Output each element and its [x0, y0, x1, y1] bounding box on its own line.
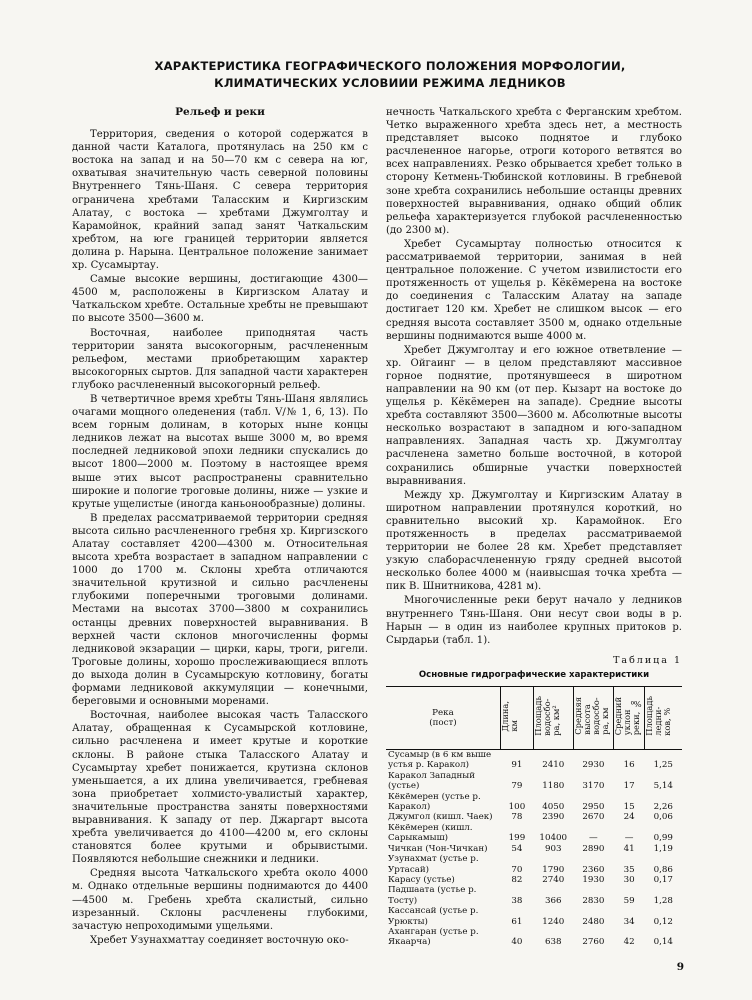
value-cell: 4050 — [542, 802, 565, 813]
value-cell: 2410 — [542, 760, 565, 771]
river-cell: Падшаата (устье р. Тосту) — [388, 885, 477, 906]
paragraph: Самые высокие вершины, достигающие 4300—4500 м, расположены в Киргизском Алатау и Чаткальском хребте. Остальные хребты не превышают по высоте 3500—3600 м. — [72, 274, 368, 325]
column-header-river: Река (пост) — [386, 687, 500, 750]
value-cell: 2830 — [582, 895, 605, 906]
table-row — [386, 854, 682, 875]
column-header-slope: Средний уклон реки, ‰ — [614, 687, 645, 750]
value-cell: 10400 — [539, 833, 568, 844]
paragraph: Хребет Узунахматтау соединяет восточную око- — [90, 934, 349, 946]
table-row — [386, 823, 682, 844]
paragraph: Территория, сведения о которой содержатся в данной части Каталога, протянулась на 250 км с востока на запад и на 50—70 км с севера на юг, охватывая значительную часть северной половины Внутреннего Тянь-Шаня. С севера территория ограничена хребтами Таласским и Киргизским Алатау, с востока — хребтами Джумголтау и Карамойнок, крайний запад занят Чаткальским хребтом, на юге границей территории является долина р. Нарына. Центральное положение занимает хр. Сусамыртау. — [72, 129, 368, 272]
column-header-mean-height: Средняя высота водосбо- ра, км — [573, 687, 614, 750]
value-cell: 0,06 — [653, 812, 673, 823]
paragraph: Средняя высота Чаткальского хребта около 4000 м. Однако отдельные вершины поднимаются до 4400—4500 м. Гребень хребта скалистый, сильно изрезанный. Склоны расчленены глубокими, зачастую непроходимыми ущельями. — [72, 868, 368, 932]
value-cell: 16 — [623, 760, 635, 771]
value-cell: 1,19 — [653, 843, 673, 854]
value-cell: 2950 — [582, 802, 605, 813]
river-cell: Джумгол (кишл. Чаек) — [388, 812, 493, 823]
paragraph: В четвертичное время хребты Тянь-Шаня являлись очагами мощного оледенения (табл. V/№ 1, 6, 13). По всем горным долинам, в которых ныне концы ледников лежат на высотах выше 3000 м, во время последней ледниковой эпохи ледники спускались до высот 1800—2000 м. Поэтому в настоящее время выше этих высот распространены сравнительно широкие и пологие троговые долины, ниже — узкие и крутые ущелистые (иногда каньонообразные) долины. — [72, 393, 368, 510]
value-cell: 38 — [511, 895, 523, 906]
value-cell: 2890 — [582, 843, 605, 854]
value-cell: 2360 — [582, 864, 605, 875]
paragraph: Многочисленные реки берут начало у ледников внутреннего Тянь-Шаня. Они несут свои воды в р. Нарын — в один из наиболее крупных притоков р. Сырдарьи (табл. 1). — [386, 595, 682, 646]
paragraph: Восточная, наиболее приподнятая часть территории занята высокогорным, расчлененным рельефом, местами приобретающим характер высокогорных сыртов. Для западной части характерен глубоко расчлененный высокогорный рельеф. — [72, 327, 368, 391]
table-row — [386, 906, 682, 927]
table-number: Таблица 1 — [613, 654, 682, 666]
value-cell: 42 — [623, 937, 635, 948]
table-row — [386, 750, 682, 771]
value-cell: 1180 — [542, 781, 565, 792]
value-cell: 78 — [511, 812, 523, 823]
section-subheading: Рельеф и реки — [175, 106, 265, 118]
title-line-2: КЛИМАТИЧЕСКИХ УСЛОВИИИ РЕЖИМА ЛЕДНИКОВ — [214, 76, 566, 90]
value-cell: 54 — [511, 843, 523, 854]
value-cell: 2480 — [582, 916, 605, 927]
value-cell: 638 — [544, 937, 562, 948]
value-cell: 79 — [511, 781, 523, 792]
paragraph: Восточная, наиболее высокая часть Таласского Алатау, обращенная к Сусамырской котловине, сильно расчленена и имеет крутые и короткие склоны. В районе стыка Таласского Алатау и Сусамыртау хребет понижается, крутизна склонов уменьшается, а их длина увеличивается, гребневая зона приобретает холмисто-увалистый характер, значительные пространства заняты поверхностями выравнивания. К западу от пер. Джаргарт высота хребта увеличивается до 4100—4200 м, его склоны становятся более крутыми и обрывистыми. Появляются небольшие снежники и ледники. — [72, 710, 368, 866]
table-row — [386, 771, 682, 792]
value-cell: 1,25 — [653, 760, 673, 771]
value-cell: 1240 — [542, 916, 565, 927]
column-header-basin-area: Площадь водосбо- ра, км² — [533, 687, 573, 750]
table-caption: Основные гидрографические характеристики — [418, 669, 650, 680]
column-header-glacier-area: Площадь ледни- ков, % — [645, 687, 682, 750]
page-number: 9 — [676, 961, 684, 973]
value-cell: 91 — [511, 760, 523, 771]
river-cell: Карасу (устье) — [388, 874, 455, 885]
value-cell: 40 — [511, 937, 523, 948]
river-cell: Чичкан (Чон-Чичкан) — [388, 843, 488, 854]
paragraph-continuation: нечность Чаткальского хребта с Ферганским хребтом. Четко выраженного хребта здесь нет, а местность представляет высоко поднятое и глубоко расчлененное нагорье, отроги которого ветвятся во всех направлениях. Резко обрывается хребет только в сторону Кетмень-Тюбинской котловины. В гребневой зоне хребта сохранились небольшие останцы древних поверхностей выравнивания, однако общий облик рельефа характеризуется глубокой расчлененностью (до 2300 м). — [386, 107, 682, 236]
river-cell: Кёкёмерен (кишл. Сарыкамыш) — [388, 822, 473, 844]
table-row — [386, 844, 682, 854]
hydrography-table — [386, 686, 682, 948]
value-cell: 0,14 — [653, 937, 673, 948]
table-row — [386, 812, 682, 822]
table-header-row — [386, 687, 682, 750]
paragraph: В пределах рассматриваемой территории средняя высота сильно расчлененного гребня хр. Киргизского Алатау составляет 4200—4300 м. Относительная высота хребта возрастает в западном направлении с 1000 до 1700 м. Склоны хребта отличаются значительной крутизной и сильно расчленены глубокими поперечными троговыми долинами. Местами на высотах 3700—3800 м сохранились останцы древних поверхностей выравнивания. В верхней части склонов многочисленны формы ледниковой экзарации — цирки, кары, троги, ригели. Троговые долины, хорошо прослеживающиеся вплоть до выхода долин в Сусамырскую котловину, богаты формами ледниковой аккумуляции — конечными, береговыми и основными моренами. — [72, 512, 368, 708]
value-cell: 100 — [508, 802, 526, 813]
paragraph: Хребет Сусамыртау полностью относится к рассматриваемой территории, занимая в ней центральное положение. С учетом извилистости его протяженность от ущелья р. Кёкёмерена на востоке до соединения с Таласским Алатау на западе достигает 120 км. Хребет не слишком высок — его средняя высота составляет 3500 м, однако отдельные вершины поднимаются выше 4000 м. — [386, 238, 682, 342]
left-column — [72, 106, 368, 948]
value-cell: 0,99 — [653, 833, 673, 844]
value-cell: 41 — [623, 843, 635, 854]
value-cell: 70 — [511, 864, 523, 875]
value-cell: 903 — [544, 843, 562, 854]
value-cell: — — [624, 833, 634, 844]
right-column — [386, 106, 682, 948]
table-row — [386, 875, 682, 885]
table-row — [386, 792, 682, 813]
article-title — [60, 58, 720, 92]
value-cell: 0,17 — [653, 874, 673, 885]
value-cell: 5,14 — [653, 781, 673, 792]
value-cell: 2390 — [542, 812, 565, 823]
table-row — [386, 885, 682, 906]
value-cell: 0,12 — [653, 916, 673, 927]
value-cell: 17 — [623, 781, 635, 792]
title-line-1: ХАРАКТЕРИСТИКА ГЕОГРАФИЧЕСКОГО ПОЛОЖЕНИЯ МОРФОЛОГИИ, — [154, 59, 626, 73]
value-cell: 2760 — [582, 937, 605, 948]
value-cell: 35 — [623, 864, 635, 875]
value-cell: 34 — [623, 916, 635, 927]
river-cell: Сусамыр (в 6 км выше устья р. Каракол) — [388, 750, 492, 771]
value-cell: 15 — [623, 802, 635, 813]
value-cell: 24 — [623, 812, 635, 823]
value-cell: 2,26 — [653, 802, 673, 813]
river-cell: Ахангаран (устье р. Якаарча) — [388, 926, 479, 948]
table-row — [386, 927, 682, 948]
value-cell: 2670 — [582, 812, 605, 823]
value-cell: 3170 — [582, 781, 605, 792]
paragraph: Хребет Джумголтау и его южное ответвление — хр. Ойгаинг — в целом представляют массивное горное поднятие, протянувшееся в широтном направлении на 90 км (от пер. Кызарт на востоке до ущелья р. Кёкёмерен на западе). Средние высоты хребта составляют 3500—3600 м. Абсолютные высоты несколько возрастают в западном и юго-западном направлениях. Западная часть хр. Джумголтау расчленена заметно больше восточной, в которой сохранились обширные участки поверхностей выравнивания. — [386, 344, 682, 487]
value-cell: 1930 — [582, 874, 605, 885]
value-cell: 61 — [511, 916, 523, 927]
value-cell: 82 — [511, 874, 523, 885]
value-cell: — — [589, 833, 598, 844]
value-cell: 0,86 — [653, 864, 673, 875]
value-cell: 199 — [508, 833, 526, 844]
paragraph: Между хр. Джумголтау и Киргизским Алатау в широтном направлении протянулся короткий, но сравнительно высокий хр. Карамойнок. Его протяженность в пределах рассматриваемой территории не более 28 км. Хребет представляет узкую слаборасчлененную гряду средней высотой несколько более 4000 м (наивысшая точка хребта — пик В. Шнитникова, 4281 м). — [386, 489, 682, 593]
river-cell: Кассансай (устье р. Урюкты) — [388, 906, 479, 927]
value-cell: 59 — [623, 895, 635, 906]
river-cell: Каракол Западный (устье) — [388, 770, 475, 792]
value-cell: 30 — [623, 874, 635, 885]
value-cell: 1,28 — [653, 895, 673, 906]
river-cell: Узунахмат (устье р. Уртасай) — [388, 854, 479, 875]
river-cell: Кёкёмерен (устье р. Каракол) — [388, 791, 481, 813]
value-cell: 1790 — [542, 864, 565, 875]
value-cell: 2740 — [542, 874, 565, 885]
column-header-length: Длина, км — [500, 687, 533, 750]
value-cell: 366 — [544, 895, 562, 906]
value-cell: 2930 — [582, 760, 605, 771]
